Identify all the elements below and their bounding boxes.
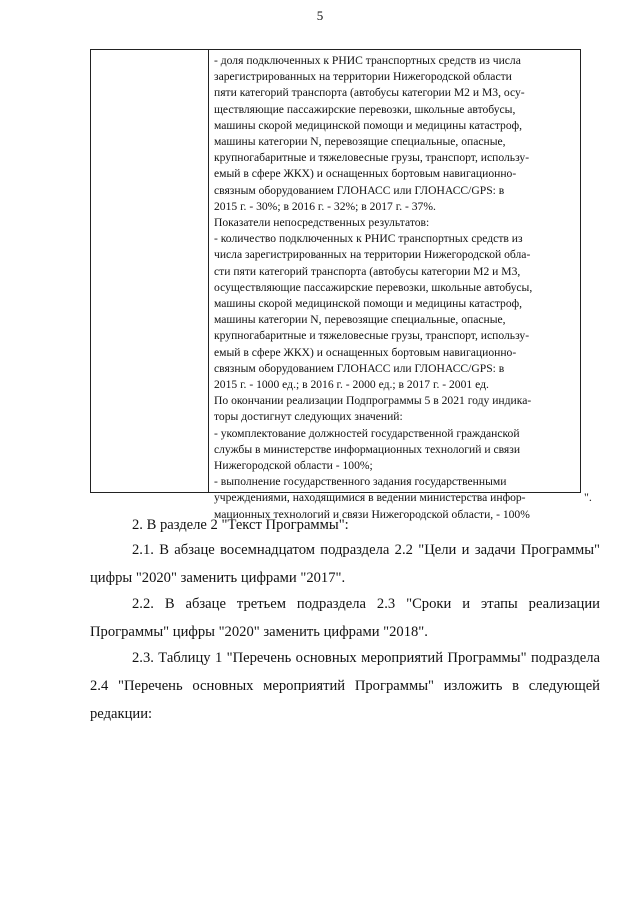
cell-line: машины скорой медицинской помощи и медицины катастроф, xyxy=(214,297,523,311)
table-right-cell xyxy=(209,50,580,521)
cell-line: - количество подключенных к РНИС транспортных средств из xyxy=(214,232,523,246)
cell-line: машины категории N, перевозящие специальные, опасные, xyxy=(214,313,506,327)
cell-line: емый в сфере ЖКХ) и оснащенных бортовым навигационно- xyxy=(214,345,517,359)
cell-line: торы достигнут следующих значений: xyxy=(214,410,403,424)
closing-quote: ". xyxy=(584,490,592,504)
cell-line: службы в министерстве информационных технологий и связи xyxy=(214,442,521,456)
cell-line: связным оборудованием ГЛОНАСС или ГЛОНАСС/GPS: в xyxy=(214,361,505,375)
cell-line: 2015 г. - 1000 ед.; в 2016 г. - 2000 ед.; в 2017 г. - 2001 ед. xyxy=(214,378,489,392)
cell-line: емый в сфере ЖКХ) и оснащенных бортовым навигационно- xyxy=(214,167,517,181)
cell-line: крупногабаритные и тяжеловесные грузы, транспорт, использу- xyxy=(214,151,530,165)
cell-line: - выполнение государственного задания государственными xyxy=(214,475,507,489)
cell-line: Показатели непосредственных результатов: xyxy=(214,216,430,230)
indicators-table xyxy=(90,49,581,521)
cell-line: мационных технологий и связи Нижегородской области, - 100% xyxy=(214,507,530,521)
cell-line: осуществляющие пассажирские перевозки, школьные автобусы, xyxy=(214,280,533,294)
cell-line: зарегистрированных на территории Нижегородской области xyxy=(214,70,512,84)
paragraph-section-2: 2. В разделе 2 "Текст Программы": xyxy=(132,517,349,533)
cell-line: - укомплектование должностей государственной гражданской xyxy=(214,426,520,440)
table-left-cell xyxy=(91,50,209,492)
cell-line: Нижегородской области - 100%; xyxy=(214,459,373,473)
cell-line: ществляющие пассажирские перевозки, школьные автобусы, xyxy=(214,102,516,116)
cell-line: учреждениями, находящимися в ведении министерства инфор- xyxy=(214,491,526,505)
page-number: 5 xyxy=(316,8,324,23)
cell-line: 2015 г. - 30%; в 2016 г. - 32%; в 2017 г. - 37%. xyxy=(214,199,436,213)
cell-line: машины скорой медицинской помощи и медицины катастроф, xyxy=(214,118,523,132)
cell-line: По окончании реализации Подпрограммы 5 в 2021 году индика- xyxy=(214,394,532,408)
cell-line: крупногабаритные и тяжеловесные грузы, транспорт, использу- xyxy=(214,329,530,343)
cell-line: связным оборудованием ГЛОНАСС или ГЛОНАСС/GPS: в xyxy=(214,183,505,197)
cell-line: машины категории N, перевозящие специальные, опасные, xyxy=(214,135,506,149)
paragraph-2-1: 2.1. В абзаце восемнадцатом подраздела 2.2 "Цели и задачи Программы" цифры "2020" заменить цифрами "2017". xyxy=(90,542,600,586)
paragraph-2-3: 2.3. Таблицу 1 "Перечень основных мероприятий Программы" подраздела 2.4 "Перечень основных мероприятий Программы" изложить в следующей редакции: xyxy=(90,650,600,722)
cell-line: пяти категорий транспорта (автобусы категории М2 и М3, осу- xyxy=(214,86,525,100)
cell-line: сти пяти категорий транспорта (автобусы категории М2 и М3, xyxy=(214,264,521,278)
cell-line: - доля подключенных к РНИС транспортных средств из числа xyxy=(214,54,521,67)
paragraph-2-2: 2.2. В абзаце третьем подраздела 2.3 "Сроки и этапы реализации Программы" цифры "2020" заменить цифрами "2018". xyxy=(90,596,600,640)
cell-line: числа зарегистрированных на территории Нижегородской обла- xyxy=(214,248,531,262)
